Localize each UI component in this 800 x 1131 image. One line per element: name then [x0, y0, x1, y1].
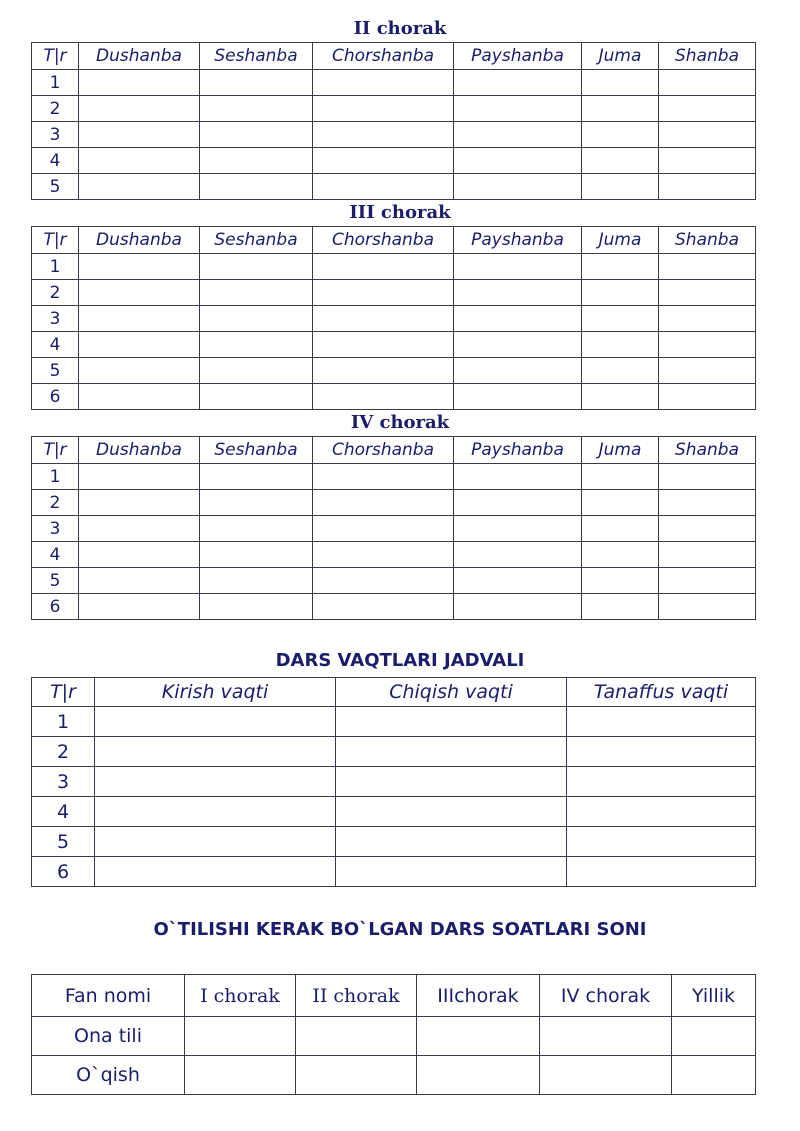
- table-row: [32, 280, 756, 306]
- table-row: [32, 174, 756, 200]
- table-row: [32, 464, 756, 490]
- row-number: 4: [32, 797, 95, 827]
- cell[interactable]: [313, 568, 454, 594]
- cell[interactable]: [582, 542, 659, 568]
- cell[interactable]: [79, 358, 200, 384]
- table-row: [32, 568, 756, 594]
- dars-soatlari-title: O`TILISHI KERAK BO`LGAN DARS SOATLARI SONI: [153, 919, 647, 940]
- cell[interactable]: [540, 1017, 672, 1056]
- row-number: 4: [32, 332, 79, 358]
- header-cell: Dushanba: [79, 437, 200, 464]
- cell[interactable]: [582, 358, 659, 384]
- cell[interactable]: [313, 384, 454, 410]
- cell[interactable]: [79, 280, 200, 306]
- header-cell: T|r: [32, 678, 95, 707]
- header-cell: Kirish vaqti: [95, 678, 336, 707]
- header-cell: Payshanba: [454, 227, 582, 254]
- table-title-iv-chorak: IV chorak: [350, 412, 450, 433]
- row-number: 1: [32, 464, 79, 490]
- cell[interactable]: [454, 464, 582, 490]
- row-number: 5: [32, 174, 79, 200]
- table-row: [32, 306, 756, 332]
- cell[interactable]: [185, 1017, 296, 1056]
- cell[interactable]: [454, 148, 582, 174]
- table-row: [32, 148, 756, 174]
- cell[interactable]: [200, 122, 313, 148]
- cell[interactable]: [313, 280, 454, 306]
- row-number: 5: [32, 358, 79, 384]
- cell[interactable]: [582, 568, 659, 594]
- cell[interactable]: [313, 542, 454, 568]
- cell[interactable]: [582, 96, 659, 122]
- cell[interactable]: [79, 516, 200, 542]
- table-row: [32, 767, 756, 797]
- cell[interactable]: [79, 384, 200, 410]
- cell[interactable]: [672, 1056, 756, 1095]
- cell[interactable]: [582, 174, 659, 200]
- cell[interactable]: [79, 174, 200, 200]
- table-row: [32, 516, 756, 542]
- row-number: 5: [32, 568, 79, 594]
- cell[interactable]: [296, 1017, 417, 1056]
- cell[interactable]: [454, 384, 582, 410]
- schedule-table-iii-chorak: [31, 226, 756, 410]
- cell[interactable]: [79, 332, 200, 358]
- row-number: 3: [32, 306, 79, 332]
- cell[interactable]: [582, 280, 659, 306]
- cell[interactable]: [200, 594, 313, 620]
- cell[interactable]: [582, 122, 659, 148]
- header-cell: Dushanba: [79, 43, 200, 70]
- row-number: 6: [32, 384, 79, 410]
- cell[interactable]: [454, 122, 582, 148]
- header-cell: IIIchorak: [417, 975, 540, 1017]
- cell[interactable]: [313, 358, 454, 384]
- cell[interactable]: [296, 1056, 417, 1095]
- header-cell: Shanba: [659, 437, 756, 464]
- cell[interactable]: [95, 737, 336, 767]
- cell[interactable]: [200, 148, 313, 174]
- header-cell: T|r: [32, 437, 79, 464]
- cell[interactable]: [659, 594, 756, 620]
- header-cell: T|r: [32, 43, 79, 70]
- header-cell: Seshanba: [200, 227, 313, 254]
- cell[interactable]: [336, 767, 567, 797]
- header-cell: Chorshanba: [313, 227, 454, 254]
- cell[interactable]: [454, 490, 582, 516]
- cell[interactable]: [313, 122, 454, 148]
- cell[interactable]: [313, 254, 454, 280]
- cell[interactable]: [200, 306, 313, 332]
- cell[interactable]: [79, 594, 200, 620]
- subject-name: O`qish: [32, 1056, 185, 1095]
- dars-soatlari-table: [31, 974, 756, 1095]
- cell[interactable]: [313, 148, 454, 174]
- cell[interactable]: [79, 490, 200, 516]
- cell[interactable]: [200, 280, 313, 306]
- cell[interactable]: [336, 797, 567, 827]
- row-number: 3: [32, 516, 79, 542]
- cell[interactable]: [454, 332, 582, 358]
- cell[interactable]: [200, 254, 313, 280]
- dars-vaqtlari-table: [31, 677, 756, 887]
- cell[interactable]: [336, 827, 567, 857]
- cell[interactable]: [582, 464, 659, 490]
- cell[interactable]: [659, 306, 756, 332]
- cell[interactable]: [200, 358, 313, 384]
- cell[interactable]: [454, 516, 582, 542]
- row-number: 1: [32, 70, 79, 96]
- table-title-iii-chorak: III chorak: [349, 202, 451, 223]
- subject-name: Ona tili: [32, 1017, 185, 1056]
- cell[interactable]: [79, 70, 200, 96]
- cell[interactable]: [79, 96, 200, 122]
- cell[interactable]: [672, 1017, 756, 1056]
- cell[interactable]: [336, 737, 567, 767]
- cell[interactable]: [582, 332, 659, 358]
- table-row: [32, 384, 756, 410]
- cell[interactable]: [659, 96, 756, 122]
- cell[interactable]: [540, 1056, 672, 1095]
- cell[interactable]: [454, 96, 582, 122]
- cell[interactable]: [200, 568, 313, 594]
- cell[interactable]: [567, 707, 756, 737]
- cell[interactable]: [659, 358, 756, 384]
- row-number: 6: [32, 857, 95, 887]
- cell[interactable]: [313, 96, 454, 122]
- cell[interactable]: [200, 70, 313, 96]
- row-number: 6: [32, 594, 79, 620]
- cell[interactable]: [582, 148, 659, 174]
- cell[interactable]: [417, 1017, 540, 1056]
- cell[interactable]: [313, 594, 454, 620]
- cell[interactable]: [200, 384, 313, 410]
- header-cell: Shanba: [659, 43, 756, 70]
- table-row: [32, 1017, 756, 1056]
- header-cell: T|r: [32, 227, 79, 254]
- cell[interactable]: [313, 464, 454, 490]
- cell[interactable]: [659, 568, 756, 594]
- cell[interactable]: [200, 490, 313, 516]
- table-row: [32, 70, 756, 96]
- cell[interactable]: [200, 96, 313, 122]
- cell[interactable]: [79, 254, 200, 280]
- cell[interactable]: [454, 542, 582, 568]
- header-cell: Juma: [582, 43, 659, 70]
- cell[interactable]: [79, 148, 200, 174]
- cell[interactable]: [185, 1056, 296, 1095]
- row-number: 1: [32, 707, 95, 737]
- table-row: [32, 737, 756, 767]
- cell[interactable]: [454, 174, 582, 200]
- cell[interactable]: [567, 797, 756, 827]
- cell[interactable]: [200, 332, 313, 358]
- row-number: 3: [32, 122, 79, 148]
- header-cell: Shanba: [659, 227, 756, 254]
- cell[interactable]: [659, 174, 756, 200]
- header-cell: Payshanba: [454, 43, 582, 70]
- cell[interactable]: [582, 70, 659, 96]
- table-row: [32, 358, 756, 384]
- cell[interactable]: [313, 516, 454, 542]
- row-number: 3: [32, 767, 95, 797]
- header-cell: Chorshanba: [313, 437, 454, 464]
- cell[interactable]: [454, 306, 582, 332]
- cell[interactable]: [582, 490, 659, 516]
- schedule-table-iv-chorak: [31, 436, 756, 620]
- cell[interactable]: [454, 280, 582, 306]
- cell[interactable]: [200, 542, 313, 568]
- header-cell: Juma: [582, 437, 659, 464]
- dars-vaqtlari-title: DARS VAQTLARI JADVALI: [275, 650, 525, 671]
- table-row: [32, 857, 756, 887]
- header-cell: Payshanba: [454, 437, 582, 464]
- cell[interactable]: [659, 70, 756, 96]
- row-number: 4: [32, 148, 79, 174]
- cell[interactable]: [79, 122, 200, 148]
- cell[interactable]: [659, 122, 756, 148]
- cell[interactable]: [582, 516, 659, 542]
- header-cell: I chorak: [185, 975, 296, 1017]
- cell[interactable]: [659, 280, 756, 306]
- cell[interactable]: [313, 306, 454, 332]
- table-row: [32, 122, 756, 148]
- header-cell: Chorshanba: [313, 43, 454, 70]
- header-cell: Chiqish vaqti: [336, 678, 567, 707]
- cell[interactable]: [79, 464, 200, 490]
- cell[interactable]: [95, 857, 336, 887]
- table-row: [32, 1056, 756, 1095]
- cell[interactable]: [582, 306, 659, 332]
- row-number: 2: [32, 96, 79, 122]
- cell[interactable]: [454, 254, 582, 280]
- cell[interactable]: [200, 174, 313, 200]
- cell[interactable]: [567, 737, 756, 767]
- header-cell: IV chorak: [540, 975, 672, 1017]
- header-cell: Fan nomi: [32, 975, 185, 1017]
- cell[interactable]: [659, 464, 756, 490]
- cell[interactable]: [659, 542, 756, 568]
- header-cell: Seshanba: [200, 437, 313, 464]
- cell[interactable]: [582, 594, 659, 620]
- cell[interactable]: [95, 707, 336, 737]
- cell[interactable]: [659, 148, 756, 174]
- row-number: 2: [32, 280, 79, 306]
- cell[interactable]: [79, 542, 200, 568]
- cell[interactable]: [567, 857, 756, 887]
- table-row: [32, 707, 756, 737]
- cell[interactable]: [313, 70, 454, 96]
- cell[interactable]: [454, 568, 582, 594]
- table-title-ii-chorak: II chorak: [353, 18, 447, 39]
- cell[interactable]: [313, 332, 454, 358]
- cell[interactable]: [567, 767, 756, 797]
- table-row: [32, 490, 756, 516]
- cell[interactable]: [313, 174, 454, 200]
- row-number: 5: [32, 827, 95, 857]
- cell[interactable]: [454, 70, 582, 96]
- cell[interactable]: [659, 254, 756, 280]
- cell[interactable]: [313, 490, 454, 516]
- cell[interactable]: [567, 827, 756, 857]
- cell[interactable]: [659, 490, 756, 516]
- header-cell: II chorak: [296, 975, 417, 1017]
- cell[interactable]: [79, 568, 200, 594]
- row-number: 2: [32, 737, 95, 767]
- table-row: [32, 96, 756, 122]
- header-cell: Dushanba: [79, 227, 200, 254]
- row-number: 2: [32, 490, 79, 516]
- table-row: [32, 827, 756, 857]
- table-row: [32, 542, 756, 568]
- header-cell: Yillik: [672, 975, 756, 1017]
- table-row: [32, 594, 756, 620]
- table-row: [32, 332, 756, 358]
- header-cell: Seshanba: [200, 43, 313, 70]
- header-cell: Juma: [582, 227, 659, 254]
- cell[interactable]: [200, 516, 313, 542]
- header-cell: Tanaffus vaqti: [567, 678, 756, 707]
- cell[interactable]: [79, 306, 200, 332]
- table-row: [32, 254, 756, 280]
- schedule-table-ii-chorak: [31, 42, 756, 200]
- cell[interactable]: [417, 1056, 540, 1095]
- cell[interactable]: [95, 827, 336, 857]
- cell[interactable]: [200, 464, 313, 490]
- cell[interactable]: [336, 857, 567, 887]
- cell[interactable]: [659, 384, 756, 410]
- cell[interactable]: [454, 594, 582, 620]
- cell[interactable]: [95, 797, 336, 827]
- row-number: 4: [32, 542, 79, 568]
- cell[interactable]: [582, 384, 659, 410]
- row-number: 1: [32, 254, 79, 280]
- cell[interactable]: [659, 332, 756, 358]
- cell[interactable]: [336, 707, 567, 737]
- cell[interactable]: [95, 767, 336, 797]
- cell[interactable]: [582, 254, 659, 280]
- table-row: [32, 797, 756, 827]
- cell[interactable]: [659, 516, 756, 542]
- cell[interactable]: [454, 358, 582, 384]
